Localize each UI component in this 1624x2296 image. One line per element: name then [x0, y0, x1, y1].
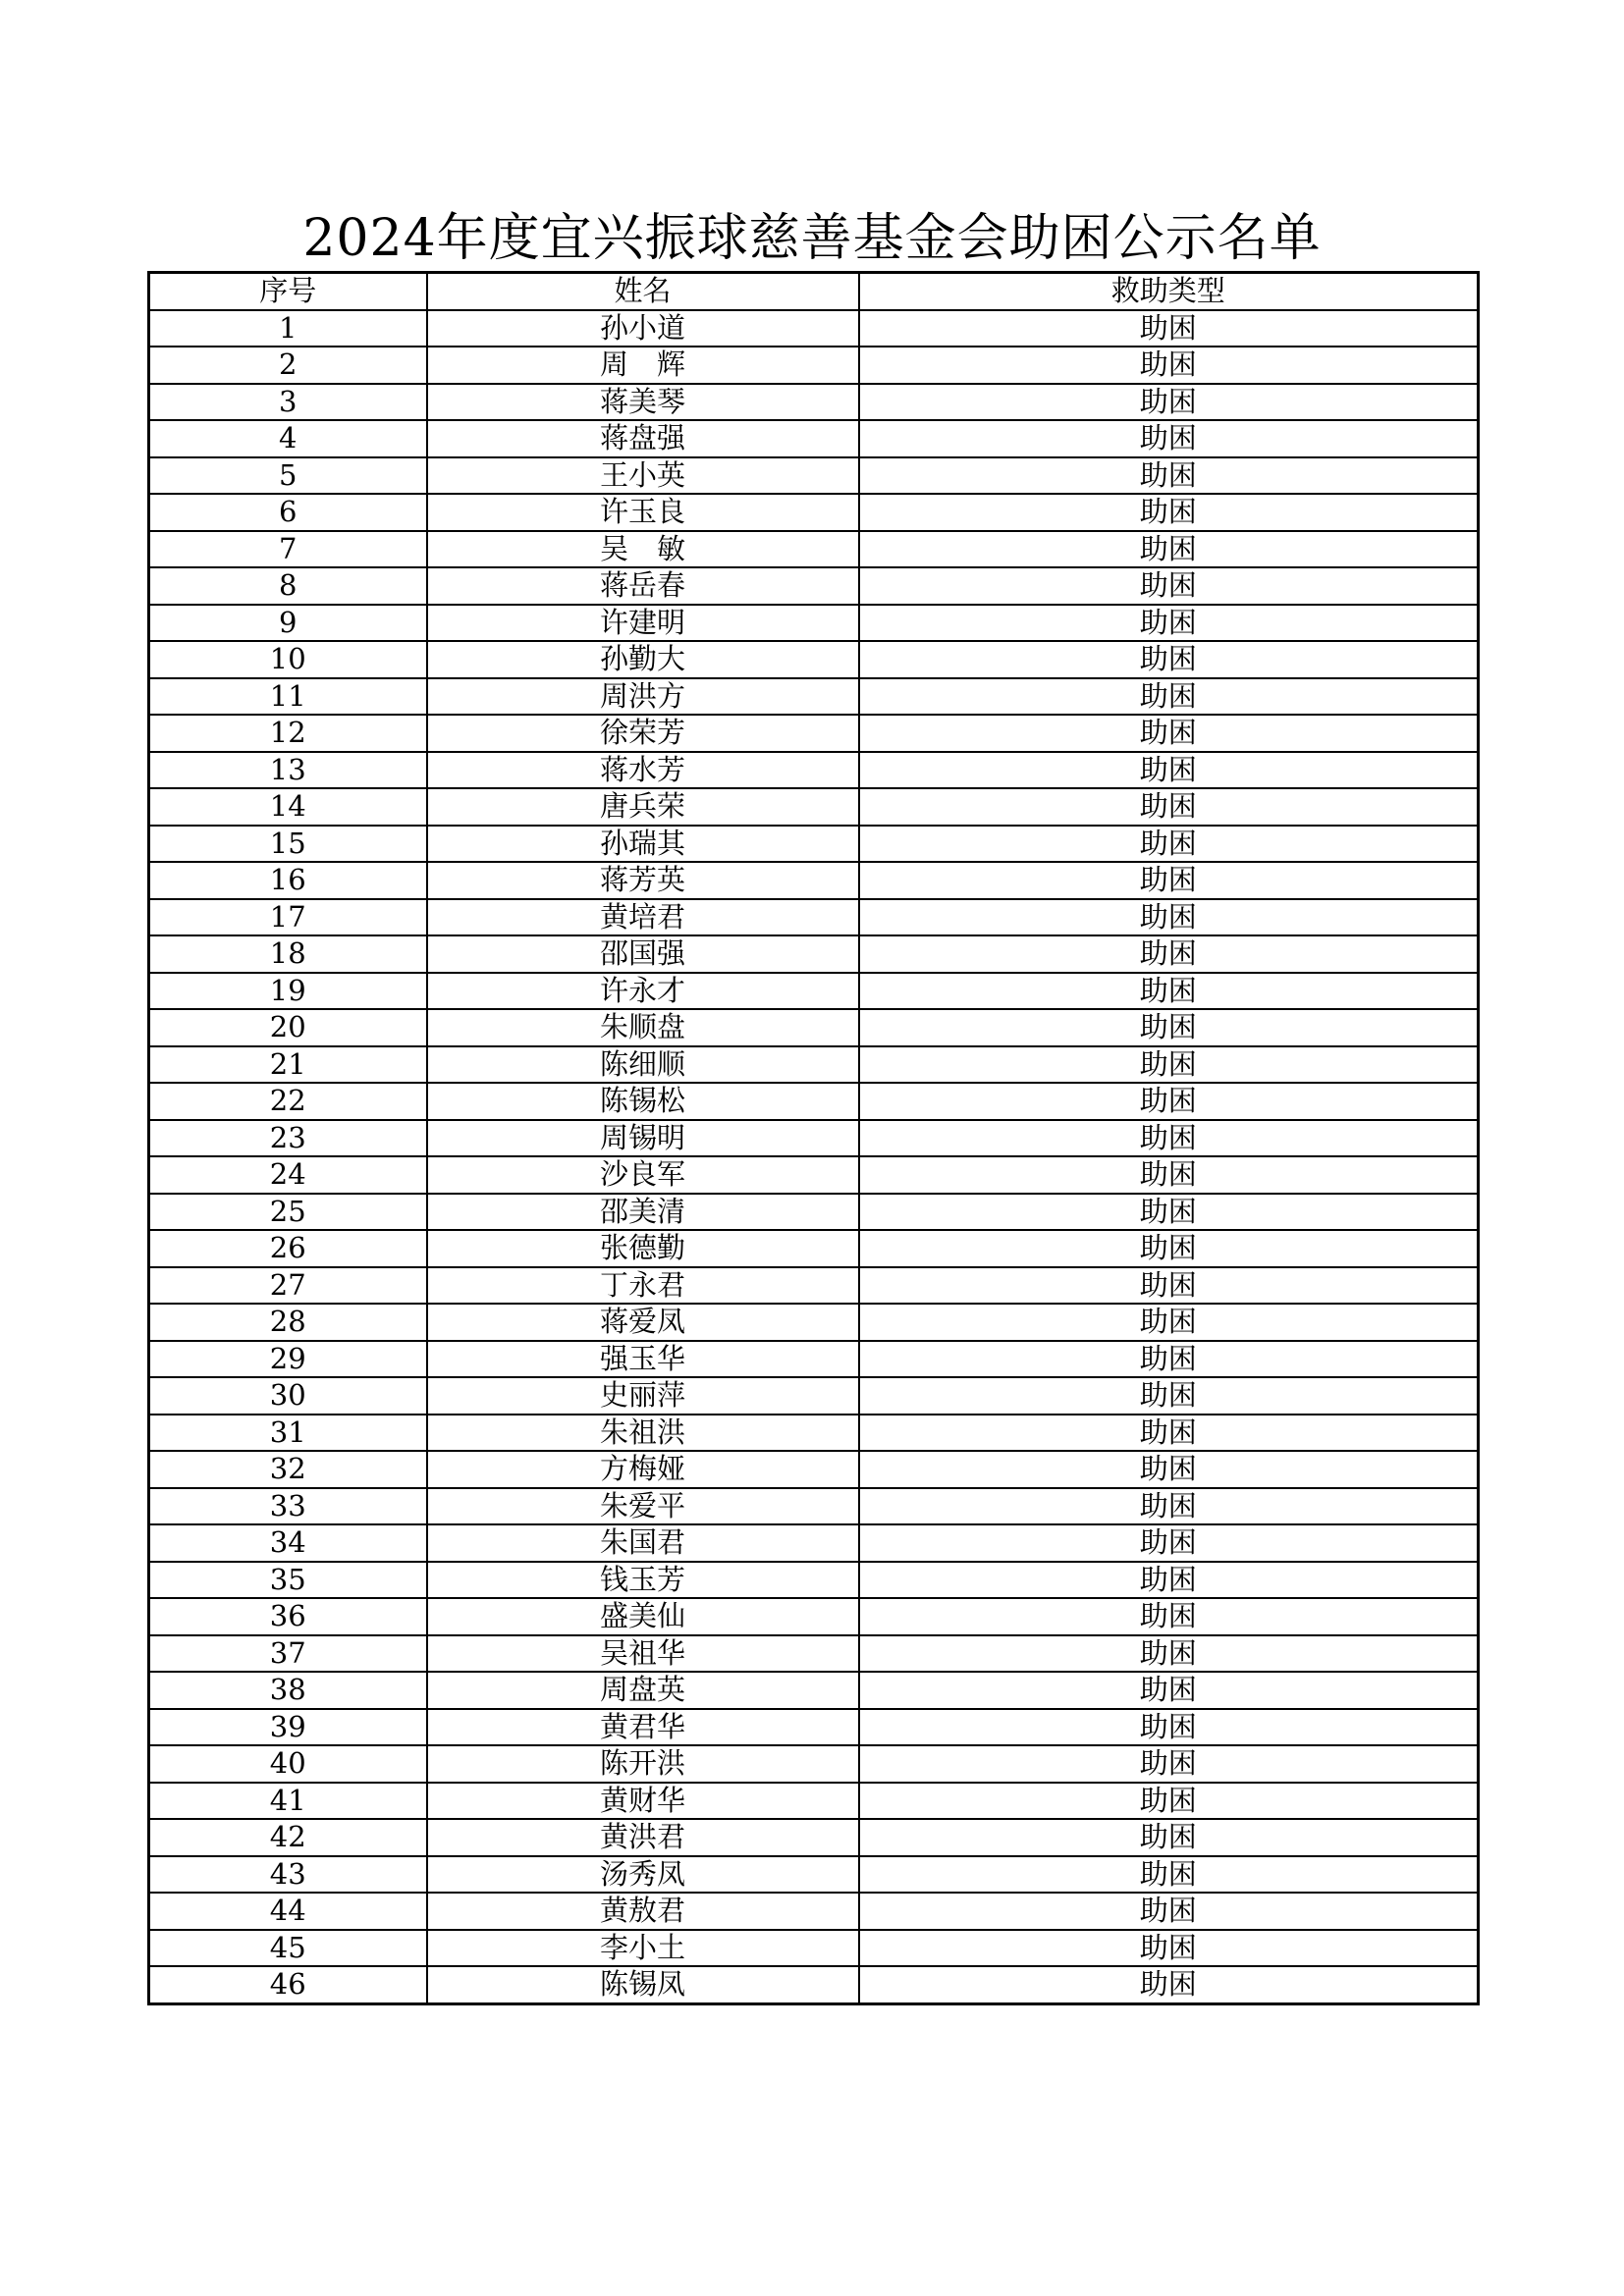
cell-serial-number: 17: [149, 899, 427, 936]
cell-name: 李小土: [427, 1930, 859, 1967]
cell-serial-number: 22: [149, 1083, 427, 1120]
cell-serial-number: 13: [149, 752, 427, 789]
cell-assistance-type: 助困: [859, 715, 1479, 752]
cell-assistance-type: 助困: [859, 752, 1479, 789]
cell-assistance-type: 助困: [859, 1562, 1479, 1599]
table-row: [149, 1083, 1479, 1120]
table-row: [149, 457, 1479, 495]
cell-serial-number: 8: [149, 567, 427, 605]
column-header-name: 姓名: [427, 273, 859, 310]
cell-assistance-type: 助困: [859, 310, 1479, 347]
cell-serial-number: 3: [149, 384, 427, 421]
cell-assistance-type: 助困: [859, 1009, 1479, 1046]
table-row: [149, 935, 1479, 973]
cell-serial-number: 9: [149, 605, 427, 642]
cell-serial-number: 10: [149, 641, 427, 678]
table-row: [149, 1930, 1479, 1967]
table-row: [149, 347, 1479, 384]
table-row: [149, 1267, 1479, 1305]
table-row: [149, 1046, 1479, 1084]
cell-assistance-type: 助困: [859, 1230, 1479, 1267]
table-row: [149, 752, 1479, 789]
table-row: [149, 1893, 1479, 1930]
table-header-row: [149, 273, 1479, 310]
cell-assistance-type: 助困: [859, 1120, 1479, 1157]
cell-serial-number: 31: [149, 1415, 427, 1452]
cell-name: 孙小道: [427, 310, 859, 347]
cell-serial-number: 26: [149, 1230, 427, 1267]
cell-name: 许永才: [427, 973, 859, 1010]
cell-assistance-type: 助困: [859, 1856, 1479, 1894]
table-row: [149, 1598, 1479, 1635]
cell-assistance-type: 助困: [859, 973, 1479, 1010]
cell-assistance-type: 助困: [859, 899, 1479, 936]
cell-name: 黄培君: [427, 899, 859, 936]
cell-name: 周洪方: [427, 678, 859, 716]
cell-assistance-type: 助困: [859, 1304, 1479, 1341]
cell-serial-number: 29: [149, 1341, 427, 1378]
cell-name: 史丽萍: [427, 1377, 859, 1415]
cell-assistance-type: 助困: [859, 826, 1479, 863]
cell-assistance-type: 助困: [859, 384, 1479, 421]
cell-serial-number: 41: [149, 1783, 427, 1820]
cell-serial-number: 39: [149, 1709, 427, 1746]
table-row: [149, 1819, 1479, 1856]
cell-name: 蒋岳春: [427, 567, 859, 605]
cell-name: 蒋美琴: [427, 384, 859, 421]
cell-assistance-type: 助困: [859, 1893, 1479, 1930]
cell-name: 陈锡松: [427, 1083, 859, 1120]
table-row: [149, 899, 1479, 936]
cell-name: 朱国君: [427, 1524, 859, 1562]
cell-assistance-type: 助困: [859, 347, 1479, 384]
table-row: [149, 862, 1479, 899]
table-row: [149, 1377, 1479, 1415]
cell-serial-number: 12: [149, 715, 427, 752]
table-row: [149, 567, 1479, 605]
cell-serial-number: 1: [149, 310, 427, 347]
cell-assistance-type: 助困: [859, 788, 1479, 826]
cell-name: 钱玉芳: [427, 1562, 859, 1599]
cell-serial-number: 2: [149, 347, 427, 384]
cell-serial-number: 11: [149, 678, 427, 716]
cell-assistance-type: 助困: [859, 1635, 1479, 1673]
cell-serial-number: 46: [149, 1966, 427, 2003]
table-row: [149, 1745, 1479, 1783]
table-row: [149, 1451, 1479, 1488]
cell-serial-number: 15: [149, 826, 427, 863]
cell-name: 徐荣芳: [427, 715, 859, 752]
cell-name: 孙瑞其: [427, 826, 859, 863]
cell-assistance-type: 助困: [859, 1488, 1479, 1525]
cell-assistance-type: 助困: [859, 1451, 1479, 1488]
table-row: [149, 1856, 1479, 1894]
cell-name: 陈细顺: [427, 1046, 859, 1084]
cell-serial-number: 38: [149, 1672, 427, 1709]
cell-assistance-type: 助困: [859, 1194, 1479, 1231]
cell-name: 强玉华: [427, 1341, 859, 1378]
table-row: [149, 1304, 1479, 1341]
table-row: [149, 1230, 1479, 1267]
cell-serial-number: 36: [149, 1598, 427, 1635]
cell-name: 周锡明: [427, 1120, 859, 1157]
cell-assistance-type: 助困: [859, 1598, 1479, 1635]
cell-name: 吴祖华: [427, 1635, 859, 1673]
cell-name: 沙良军: [427, 1156, 859, 1194]
cell-assistance-type: 助困: [859, 567, 1479, 605]
table-row: [149, 1672, 1479, 1709]
cell-assistance-type: 助困: [859, 1083, 1479, 1120]
cell-name: 周 辉: [427, 347, 859, 384]
cell-assistance-type: 助困: [859, 641, 1479, 678]
cell-assistance-type: 助困: [859, 1745, 1479, 1783]
cell-name: 蒋盘强: [427, 420, 859, 457]
table-row: [149, 1709, 1479, 1746]
table-row: [149, 310, 1479, 347]
cell-serial-number: 33: [149, 1488, 427, 1525]
cell-name: 王小英: [427, 457, 859, 495]
cell-assistance-type: 助困: [859, 1783, 1479, 1820]
cell-name: 黄君华: [427, 1709, 859, 1746]
cell-serial-number: 21: [149, 1046, 427, 1084]
column-header-assistance-type: 救助类型: [859, 273, 1479, 310]
cell-name: 黄财华: [427, 1783, 859, 1820]
table-row: [149, 1120, 1479, 1157]
cell-serial-number: 42: [149, 1819, 427, 1856]
table-row: [149, 788, 1479, 826]
column-header-serial-number: 序号: [149, 273, 427, 310]
cell-assistance-type: 助困: [859, 1046, 1479, 1084]
cell-name: 许建明: [427, 605, 859, 642]
cell-assistance-type: 助困: [859, 1267, 1479, 1305]
cell-serial-number: 30: [149, 1377, 427, 1415]
cell-name: 周盘英: [427, 1672, 859, 1709]
cell-assistance-type: 助困: [859, 862, 1479, 899]
table-row: [149, 1783, 1479, 1820]
cell-serial-number: 25: [149, 1194, 427, 1231]
cell-name: 黄洪君: [427, 1819, 859, 1856]
cell-serial-number: 45: [149, 1930, 427, 1967]
cell-serial-number: 19: [149, 973, 427, 1010]
cell-assistance-type: 助困: [859, 420, 1479, 457]
cell-serial-number: 37: [149, 1635, 427, 1673]
cell-assistance-type: 助困: [859, 1819, 1479, 1856]
table-row: [149, 1156, 1479, 1194]
cell-serial-number: 4: [149, 420, 427, 457]
table-row: [149, 715, 1479, 752]
cell-assistance-type: 助困: [859, 1966, 1479, 2003]
cell-name: 朱顺盘: [427, 1009, 859, 1046]
cell-assistance-type: 助困: [859, 1524, 1479, 1562]
cell-name: 蒋水芳: [427, 752, 859, 789]
cell-name: 孙勤大: [427, 641, 859, 678]
cell-name: 许玉良: [427, 494, 859, 531]
table-body: [149, 310, 1479, 2004]
table-row: [149, 1562, 1479, 1599]
cell-assistance-type: 助困: [859, 494, 1479, 531]
table-row: [149, 531, 1479, 568]
cell-name: 方梅娅: [427, 1451, 859, 1488]
table-row: [149, 1966, 1479, 2003]
cell-assistance-type: 助困: [859, 1672, 1479, 1709]
cell-name: 陈锡凤: [427, 1966, 859, 2003]
cell-name: 朱祖洪: [427, 1415, 859, 1452]
table-row: [149, 1524, 1479, 1562]
table-row: [149, 678, 1479, 716]
cell-name: 张德勤: [427, 1230, 859, 1267]
table-row: [149, 1488, 1479, 1525]
table-row: [149, 384, 1479, 421]
cell-serial-number: 20: [149, 1009, 427, 1046]
cell-name: 唐兵荣: [427, 788, 859, 826]
assistance-roster-table: [147, 271, 1480, 2005]
cell-assistance-type: 助困: [859, 1377, 1479, 1415]
table-row: [149, 605, 1479, 642]
cell-name: 蒋爱凤: [427, 1304, 859, 1341]
cell-serial-number: 23: [149, 1120, 427, 1157]
table-row: [149, 1341, 1479, 1378]
cell-serial-number: 40: [149, 1745, 427, 1783]
cell-serial-number: 28: [149, 1304, 427, 1341]
cell-name: 黄敖君: [427, 1893, 859, 1930]
cell-name: 陈开洪: [427, 1745, 859, 1783]
cell-assistance-type: 助困: [859, 1341, 1479, 1378]
table-row: [149, 1009, 1479, 1046]
table-row: [149, 973, 1479, 1010]
cell-serial-number: 43: [149, 1856, 427, 1894]
cell-assistance-type: 助困: [859, 1709, 1479, 1746]
cell-serial-number: 34: [149, 1524, 427, 1562]
table-row: [149, 1635, 1479, 1673]
cell-serial-number: 5: [149, 457, 427, 495]
cell-assistance-type: 助困: [859, 1415, 1479, 1452]
cell-name: 吴 敏: [427, 531, 859, 568]
cell-assistance-type: 助困: [859, 531, 1479, 568]
table-row: [149, 1415, 1479, 1452]
cell-serial-number: 14: [149, 788, 427, 826]
cell-serial-number: 24: [149, 1156, 427, 1194]
table-row: [149, 420, 1479, 457]
cell-serial-number: 6: [149, 494, 427, 531]
cell-assistance-type: 助困: [859, 935, 1479, 973]
cell-assistance-type: 助困: [859, 457, 1479, 495]
cell-serial-number: 44: [149, 1893, 427, 1930]
cell-name: 丁永君: [427, 1267, 859, 1305]
cell-serial-number: 16: [149, 862, 427, 899]
cell-serial-number: 35: [149, 1562, 427, 1599]
cell-name: 朱爱平: [427, 1488, 859, 1525]
table-row: [149, 494, 1479, 531]
cell-serial-number: 27: [149, 1267, 427, 1305]
cell-serial-number: 7: [149, 531, 427, 568]
cell-name: 盛美仙: [427, 1598, 859, 1635]
cell-assistance-type: 助困: [859, 678, 1479, 716]
cell-name: 邵国强: [427, 935, 859, 973]
table-row: [149, 826, 1479, 863]
table-row: [149, 641, 1479, 678]
cell-assistance-type: 助困: [859, 605, 1479, 642]
cell-name: 汤秀凤: [427, 1856, 859, 1894]
cell-name: 邵美清: [427, 1194, 859, 1231]
cell-name: 蒋芳英: [427, 862, 859, 899]
document-title: 2024年度宜兴振球慈善基金会助困公示名单: [302, 209, 1322, 268]
cell-serial-number: 32: [149, 1451, 427, 1488]
cell-serial-number: 18: [149, 935, 427, 973]
cell-assistance-type: 助困: [859, 1930, 1479, 1967]
cell-assistance-type: 助困: [859, 1156, 1479, 1194]
table-row: [149, 1194, 1479, 1231]
